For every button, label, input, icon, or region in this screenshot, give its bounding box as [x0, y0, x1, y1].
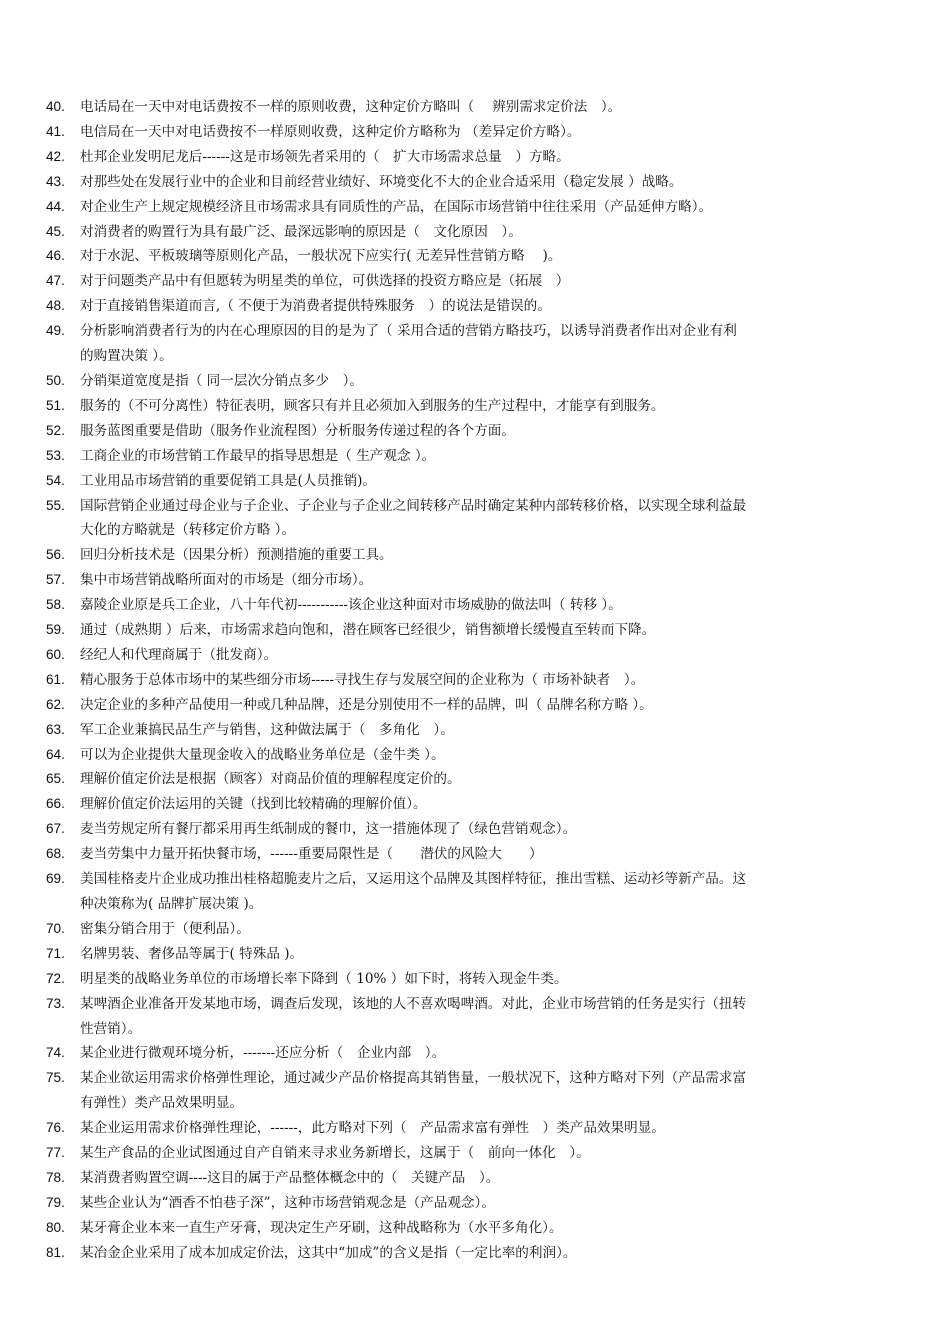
item-number: 75. [46, 1070, 65, 1086]
item-number: 74. [46, 1045, 65, 1061]
item-text-line: 某生产食品的企业试图通过自产自销来寻求业务新增长，这属于（ 前向一体化 ）。 [80, 1145, 590, 1162]
item-number: 40. [46, 99, 65, 114]
item-number: 64. [46, 746, 65, 762]
item-text [80, 767, 906, 792]
question-item [46, 319, 906, 369]
item-text [80, 319, 906, 369]
question-item [46, 1216, 906, 1241]
item-text-line: 服务蓝图重要是借助（服务作业流程图）分析服务传递过程的各个方面。 [80, 422, 515, 439]
item-number: 73. [46, 995, 65, 1011]
question-item [46, 643, 906, 668]
item-text-line: 明星类的战略业务单位的市场增长率下降到（ 10% ）如下时，将转入现金牛类。 [80, 970, 568, 987]
item-text [80, 967, 906, 992]
item-text-line: 某些企业认为“酒香不怕巷子深”，这种市场营销观念是（产品观念）。 [80, 1194, 495, 1211]
item-number: 63. [46, 721, 65, 737]
question-list [46, 95, 906, 1266]
item-number: 45. [46, 223, 65, 239]
item-text [80, 494, 906, 544]
item-number: 46. [46, 248, 65, 264]
question-item [46, 842, 906, 867]
question-item [46, 220, 906, 245]
question-item [46, 269, 906, 294]
item-text [80, 294, 906, 319]
item-text-line: 对于直接销售渠道而言,（ 不便于为消费者提供特殊服务 ）的说法是错误的。 [80, 298, 551, 315]
item-text-line: 军工企业兼搞民品生产与销售，这种做法属于（ 多角化 ）。 [80, 721, 454, 738]
item-number: 55. [46, 497, 65, 513]
item-text-line: 精心服务于总体市场中的某些细分市场-----寻找生存与发展空间的企业称为（ 市场补缺者 ）。 [80, 671, 645, 688]
item-number: 76. [46, 1120, 65, 1136]
item-text [80, 693, 906, 718]
question-item [46, 618, 906, 643]
question-item [46, 917, 906, 942]
item-text-line: 有弹性）类产品效果明显。 [80, 1095, 244, 1112]
item-text-line: 杜邦企业发明尼龙后------这是市场领先者采用的（ 扩大市场需求总量 ）方略。 [80, 148, 570, 165]
item-text-line: 嘉陵企业原是兵工企业，八十年代初-----------该企业这种面对市场威胁的做法叫（ 转移 ）。 [80, 597, 622, 614]
item-number: 43. [46, 173, 65, 189]
question-item [46, 1241, 906, 1266]
item-text [80, 568, 906, 593]
item-text-line: 对企业生产上规定规模经济且市场需求具有同质性的产品，在国际市场营销中往往采用（产品延伸方略）。 [80, 198, 713, 215]
item-number: 44. [46, 198, 65, 214]
item-number: 53. [46, 447, 65, 463]
item-text-line: 服务的（不可分离性）特征表明，顾客只有并且必须加入到服务的生产过程中，才能享有到服务。 [80, 397, 665, 414]
item-text-line: 理解价值定价法是根据（顾客）对商品价值的理解程度定价的。 [80, 771, 461, 788]
question-item [46, 444, 906, 469]
item-number: 56. [46, 547, 65, 563]
item-number: 51. [46, 397, 65, 413]
question-item [46, 967, 906, 992]
question-item [46, 294, 906, 319]
item-text [80, 1166, 906, 1191]
question-item [46, 792, 906, 817]
question-item [46, 419, 906, 444]
item-text-line: 理解价值定价法运用的关键（找到比较精确的理解价值）。 [80, 796, 427, 813]
question-item [46, 394, 906, 419]
item-text-line: 可以为企业提供大量现金收入的战略业务单位是（金牛类 ）。 [80, 746, 445, 763]
item-number: 68. [46, 846, 65, 862]
item-text [80, 1141, 906, 1166]
question-item [46, 1191, 906, 1216]
item-text-line: 美国桂格麦片企业成功推出桂格超脆麦片之后，又运用这个品牌及其图样特征，推出雪糕、运动衫等新产品。这 [80, 871, 747, 888]
item-text [80, 543, 906, 568]
item-text [80, 1216, 906, 1241]
item-number: 59. [46, 622, 65, 638]
question-item [46, 543, 906, 568]
question-item [46, 120, 906, 145]
question-item [46, 743, 906, 768]
item-number: 58. [46, 597, 65, 613]
question-item [46, 867, 906, 917]
item-number: 54. [46, 472, 65, 488]
question-item [46, 718, 906, 743]
item-text-line: 某啤酒企业准备开发某地市场，调查后发现，该地的人不喜欢喝啤酒。对此，企业市场营销的任务是实行（扭转 [80, 995, 747, 1012]
item-text-line: 麦当劳规定所有餐厅都采用再生纸制成的餐巾，这一措施体现了（绿色营销观念）。 [80, 821, 577, 838]
item-text [80, 643, 906, 668]
item-number: 79. [46, 1194, 65, 1210]
item-text-line: 某企业欲运用需求价格弹性理论，通过减少产品价格提高其销售量，一般状况下，这种方略对下列（产品需求富 [80, 1070, 747, 1087]
item-number: 78. [46, 1169, 65, 1185]
item-number: 65. [46, 771, 65, 787]
question-item [46, 469, 906, 494]
item-number: 50. [46, 372, 65, 388]
item-number: 69. [46, 871, 65, 887]
item-text-line: 对于水泥、平板玻璃等原则化产品，一般状况下应实行( 无差异性营销方略 )。 [80, 248, 562, 265]
question-item [46, 817, 906, 842]
question-item [46, 145, 906, 170]
item-text [80, 942, 906, 967]
item-text-line: 分销渠道宽度是指（ 同一层次分销点多少 ）。 [80, 372, 363, 389]
item-text-line: 工商企业的市场营销工作最早的指导思想是（ 生产观念 ）。 [80, 447, 436, 464]
item-text-line: 工业用品市场营销的重要促销工具是(人员推销)。 [80, 472, 377, 489]
item-text [80, 792, 906, 817]
item-text [80, 95, 906, 120]
item-text-line: 对于问题类产品中有但愿转为明星类的单位，可供选择的投资方略应是（拓展 ） [80, 273, 570, 290]
item-text-line: 大化的方略就是（转移定价方略 ）。 [80, 522, 296, 539]
question-item [46, 1041, 906, 1066]
item-number: 71. [46, 945, 65, 961]
item-text [80, 244, 906, 269]
question-item [46, 593, 906, 618]
item-number: 61. [46, 671, 65, 687]
item-text [80, 195, 906, 220]
item-text [80, 145, 906, 170]
item-number: 67. [46, 821, 65, 837]
item-text-line: 对消费者的购置行为具有最广泛、最深远影响的原因是（ 文化原因 ）。 [80, 223, 522, 240]
item-text-line: 某冶金企业采用了成本加成定价法，这其中“加成”的含义是指（一定比率的利润）。 [80, 1244, 577, 1261]
question-item [46, 1116, 906, 1141]
item-text-line: 名牌男装、奢侈品等属于( 特殊品 )。 [80, 945, 304, 962]
item-number: 52. [46, 422, 65, 438]
item-text-line: 通过（成熟期 ）后来，市场需求趋向饱和，潜在顾客已经很少，销售额增长缓慢直至转而下降。 [80, 622, 656, 639]
item-number: 47. [46, 273, 65, 289]
item-number: 57. [46, 572, 65, 588]
item-number: 62. [46, 696, 65, 712]
item-number: 77. [46, 1145, 65, 1161]
item-number: 42. [46, 148, 65, 164]
item-text [80, 1066, 906, 1116]
item-text-line: 分析影响消费者行为的内在心理原因的目的是为了（ 采用合适的营销方略技巧，以诱导消费者作出对企业有利 [80, 323, 737, 340]
question-item [46, 1166, 906, 1191]
item-text-line: 决定企业的多种产品使用一种或几种品牌，还是分别使用不一样的品牌，叫（ 品牌名称方略 ）。 [80, 696, 653, 713]
item-text-line: 回归分析技术是（因果分析）预测措施的重要工具。 [80, 547, 393, 564]
question-item [46, 693, 906, 718]
item-number: 49. [46, 323, 65, 339]
item-number: 80. [46, 1219, 65, 1235]
item-text-line: 某消费者购置空调----这目的属于产品整体概念中的（ 关键产品 ）。 [80, 1169, 500, 1186]
item-text-line: 的购置决策 ）。 [80, 348, 173, 365]
item-text [80, 269, 906, 294]
item-number: 48. [46, 298, 65, 314]
item-number: 72. [46, 970, 65, 986]
question-item [46, 170, 906, 195]
item-text-line: 密集分销合用于（便利品）。 [80, 920, 250, 937]
item-text-line: 性营销）。 [80, 1020, 142, 1037]
question-item [46, 95, 906, 120]
item-text [80, 1116, 906, 1141]
item-text [80, 469, 906, 494]
question-item [46, 369, 906, 394]
item-text [80, 1241, 906, 1266]
item-text [80, 917, 906, 942]
item-number: 81. [46, 1244, 65, 1260]
question-item [46, 195, 906, 220]
item-text [80, 394, 906, 419]
item-text-line: 麦当劳集中力量开拓快餐市场，------重要局限性是（ 潜伏的风险大 ） [80, 846, 543, 863]
question-item [46, 244, 906, 269]
item-text [80, 618, 906, 643]
item-text [80, 842, 906, 867]
item-text-line: 电话局在一天中对电话费按不一样的原则收费，这种定价方略叫（ 辨别需求定价法 ）。 [80, 99, 622, 115]
question-item [46, 568, 906, 593]
question-item [46, 494, 906, 544]
item-text-line: 某企业进行微观环境分析，-------还应分析（ 企业内部 ）。 [80, 1045, 446, 1062]
question-item [46, 942, 906, 967]
item-text-line: 种决策称为( 品牌扩展决策 )。 [80, 896, 263, 912]
item-text-line: 对那些处在发展行业中的企业和目前经营业绩好、环境变化不大的企业合适采用（稳定发展 ）战略。 [80, 173, 683, 190]
item-text [80, 718, 906, 743]
item-text [80, 120, 906, 145]
item-text [80, 817, 906, 842]
item-text [80, 743, 906, 768]
item-text-line: 集中市场营销战略所面对的市场是（细分市场）。 [80, 572, 373, 589]
item-number: 60. [46, 646, 65, 662]
item-text [80, 444, 906, 469]
item-text-line: 某企业运用需求价格弹性理论，------，此方略对下列（ 产品需求富有弹性 ）类产品效果明显。 [80, 1120, 665, 1137]
question-item [46, 992, 906, 1042]
question-item [46, 767, 906, 792]
item-text [80, 419, 906, 444]
item-text-line: 电信局在一天中对电话费按不一样原则收费，这种定价方略称为 （差异定价方略）。 [80, 123, 581, 140]
item-text [80, 1041, 906, 1066]
question-item [46, 1141, 906, 1166]
item-text [80, 593, 906, 618]
item-text [80, 867, 906, 917]
item-text [80, 369, 906, 394]
item-text [80, 992, 906, 1042]
item-text-line: 某牙膏企业本来一直生产牙膏，现决定生产牙刷，这种战略称为（水平多角化）。 [80, 1219, 563, 1236]
item-text-line: 国际营销企业通过母企业与子企业、子企业与子企业之间转移产品时确定某种内部转移价格，以实现全球利益最 [80, 497, 747, 514]
item-number: 66. [46, 796, 65, 812]
item-number: 41. [46, 123, 65, 139]
item-number: 70. [46, 920, 65, 936]
item-text [80, 220, 906, 245]
item-text [80, 668, 906, 693]
question-item [46, 668, 906, 693]
item-text [80, 1191, 906, 1216]
item-text [80, 170, 906, 195]
item-text-line: 经纪人和代理商属于（批发商）。 [80, 646, 278, 663]
question-item [46, 1066, 906, 1116]
